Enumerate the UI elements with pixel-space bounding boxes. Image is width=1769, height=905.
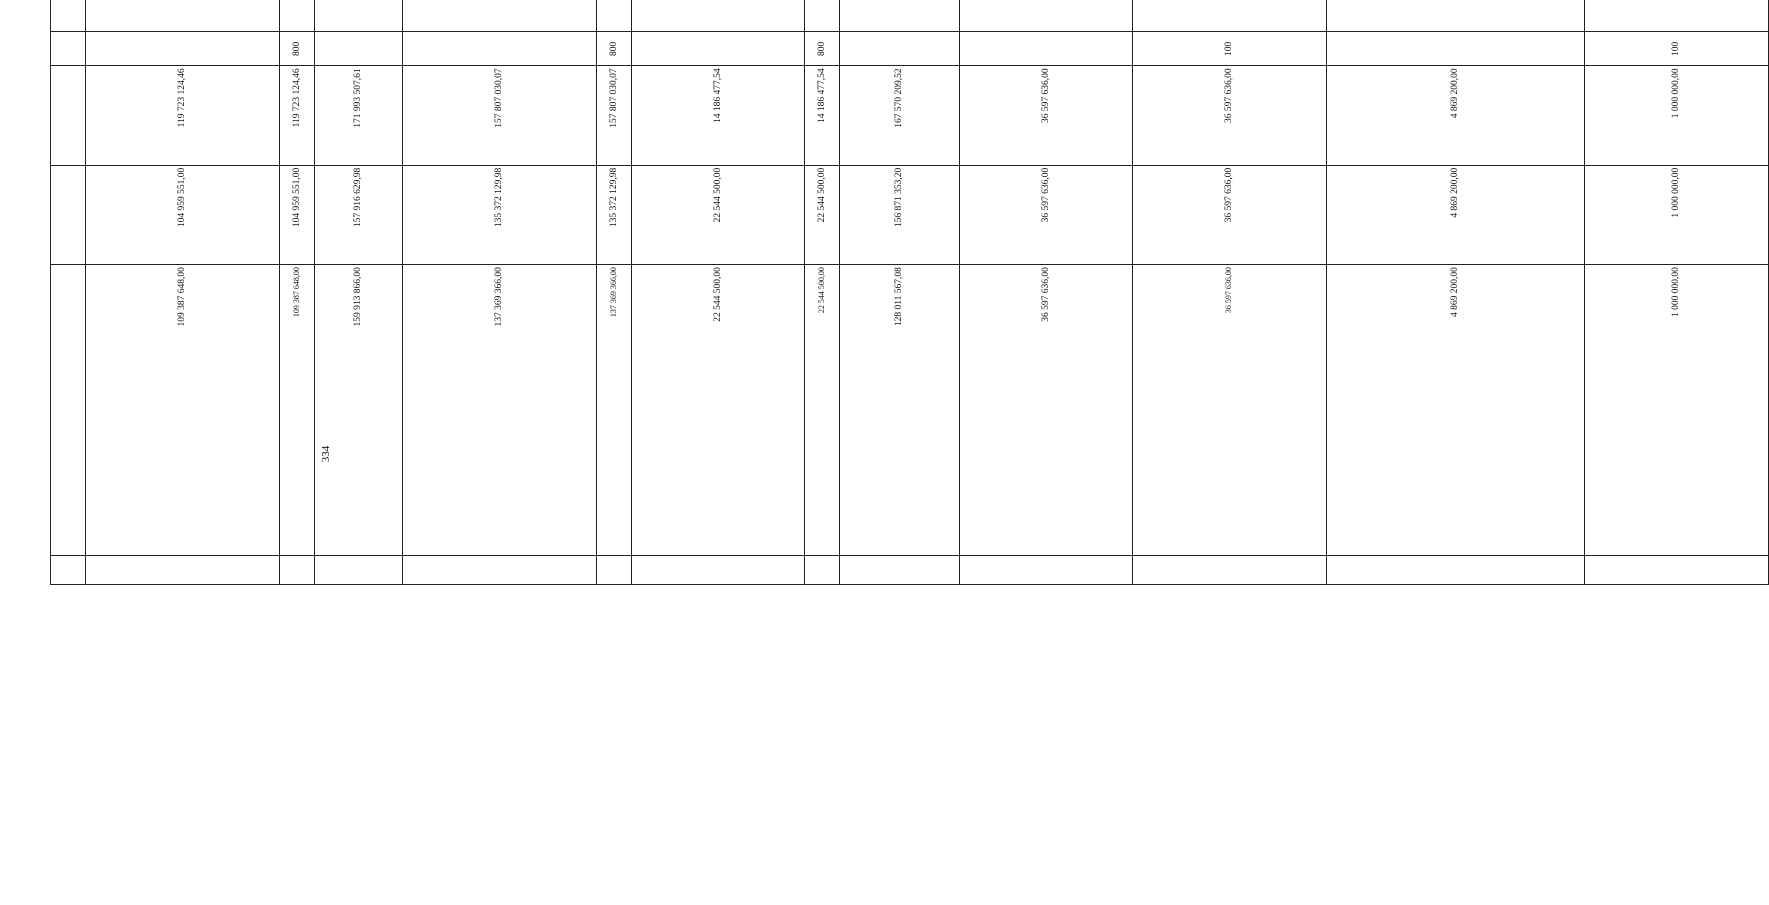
table-row [1327, 0, 1585, 585]
cell-extra [315, 555, 403, 584]
cell-amount-2: 22 544 500,00 [805, 165, 840, 264]
cell-target-article [959, 0, 1132, 32]
table-row [840, 0, 960, 585]
cell-target-article [51, 0, 86, 32]
cell-expense-type [315, 32, 403, 66]
cell-extra [959, 555, 1132, 584]
cell-amount-1: 157 807 030,07 [597, 66, 632, 165]
cell-target-article [632, 0, 805, 32]
cell-amount-2: 22 544 500,00 [632, 165, 805, 264]
table-row [597, 0, 632, 585]
cell-expense-type [632, 32, 805, 66]
cell-amount-2: 36 597 636,00 [1132, 165, 1326, 264]
cell-amount-3: 159 913 866,00 [315, 265, 403, 556]
cell-amount-2: 104 959 551,00 [280, 165, 315, 264]
cell-amount-3: 36 597 636,00 [959, 265, 1132, 556]
cell-amount-1: 119 723 124,46 [85, 66, 279, 165]
cell-amount-1: 36 597 636,00 [959, 66, 1132, 165]
table-row [1132, 0, 1326, 585]
cell-extra [1132, 555, 1326, 584]
table-row [51, 0, 86, 585]
cell-amount-1: 1 000 000,00 [1585, 66, 1769, 165]
cell-target-article [280, 0, 315, 32]
cell-amount-3: 109 387 648,00 [85, 265, 279, 556]
cell-amount-1: 14 186 477,54 [805, 66, 840, 165]
table-row [85, 0, 279, 585]
cell-amount-3: 4 869 200,00 [1327, 265, 1585, 556]
cell-amount-1: 36 597 636,00 [1132, 66, 1326, 165]
cell-amount-2: 135 372 129,98 [597, 165, 632, 264]
cell-expense-type [1327, 32, 1585, 66]
cell-target-article [1585, 0, 1769, 32]
cell-amount-2: 156 871 353,20 [840, 165, 960, 264]
cell-expense-type: 800 [805, 32, 840, 66]
cell-amount-3: 137 369 366,00 [597, 265, 632, 556]
cell-extra [1327, 555, 1585, 584]
table-row [403, 0, 597, 585]
cell-target-article [840, 0, 960, 32]
cell-extra [632, 555, 805, 584]
cell-target-article [805, 0, 840, 32]
table-body [51, 0, 1769, 585]
cell-expense-type: 800 [280, 32, 315, 66]
cell-amount-2: 4 869 200,00 [1327, 165, 1585, 264]
budget-table-frame [50, 30, 1682, 872]
cell-expense-type [959, 32, 1132, 66]
table-row [1585, 0, 1769, 585]
cell-amount-3: 36 597 636,00 [1132, 265, 1326, 556]
budget-table [50, 0, 1769, 585]
cell-amount-3: 109 387 648,00 [280, 265, 315, 556]
cell-amount-1: 171 993 507,61 [315, 66, 403, 165]
cell-target-article [597, 0, 632, 32]
table-row [280, 0, 315, 585]
cell-extra [51, 555, 86, 584]
cell-amount-2: 104 959 551,00 [85, 165, 279, 264]
cell-amount-1: 119 723 124,46 [280, 66, 315, 165]
cell-amount-3: 22 544 500,00 [805, 265, 840, 556]
cell-amount-2: 36 597 636,00 [959, 165, 1132, 264]
cell-extra [597, 555, 632, 584]
cell-expense-type [840, 32, 960, 66]
cell-amount-1: 157 807 030,07 [403, 66, 597, 165]
cell-extra [840, 555, 960, 584]
table-row [805, 0, 840, 585]
cell-amount-3: 22 544 500,00 [632, 265, 805, 556]
cell-target-article [85, 0, 279, 32]
cell-expense-type [51, 32, 86, 66]
cell-amount-1: 14 186 477,54 [632, 66, 805, 165]
cell-extra [1585, 555, 1769, 584]
cell-expense-type [403, 32, 597, 66]
cell-amount-2: 1 000 000,00 [1585, 165, 1769, 264]
cell-amount-1: 4 869 200,00 [1327, 66, 1585, 165]
cell-extra [85, 555, 279, 584]
cell-amount-2: 135 372 129,98 [403, 165, 597, 264]
cell-target-article [1132, 0, 1326, 32]
cell-extra [805, 555, 840, 584]
table-row [632, 0, 805, 585]
page-number: 334 [320, 445, 332, 463]
cell-amount-2: 157 916 629,98 [315, 165, 403, 264]
cell-extra [403, 555, 597, 584]
table-row [315, 0, 403, 585]
table-row [959, 0, 1132, 585]
cell-target-article [315, 0, 403, 32]
cell-amount-3: 137 369 366,00 [403, 265, 597, 556]
cell-amount-1 [51, 66, 86, 165]
cell-expense-type: 800 [597, 32, 632, 66]
cell-target-article [1327, 0, 1585, 32]
cell-extra [280, 555, 315, 584]
cell-expense-type [85, 32, 279, 66]
cell-amount-2 [51, 165, 86, 264]
cell-target-article [403, 0, 597, 32]
cell-expense-type: 100 [1585, 32, 1769, 66]
cell-amount-3: 1 000 000,00 [1585, 265, 1769, 556]
cell-amount-3: 128 011 567,08 [840, 265, 960, 556]
cell-amount-3 [51, 265, 86, 556]
cell-expense-type: 100 [1132, 32, 1326, 66]
cell-amount-1: 167 570 209,52 [840, 66, 960, 165]
